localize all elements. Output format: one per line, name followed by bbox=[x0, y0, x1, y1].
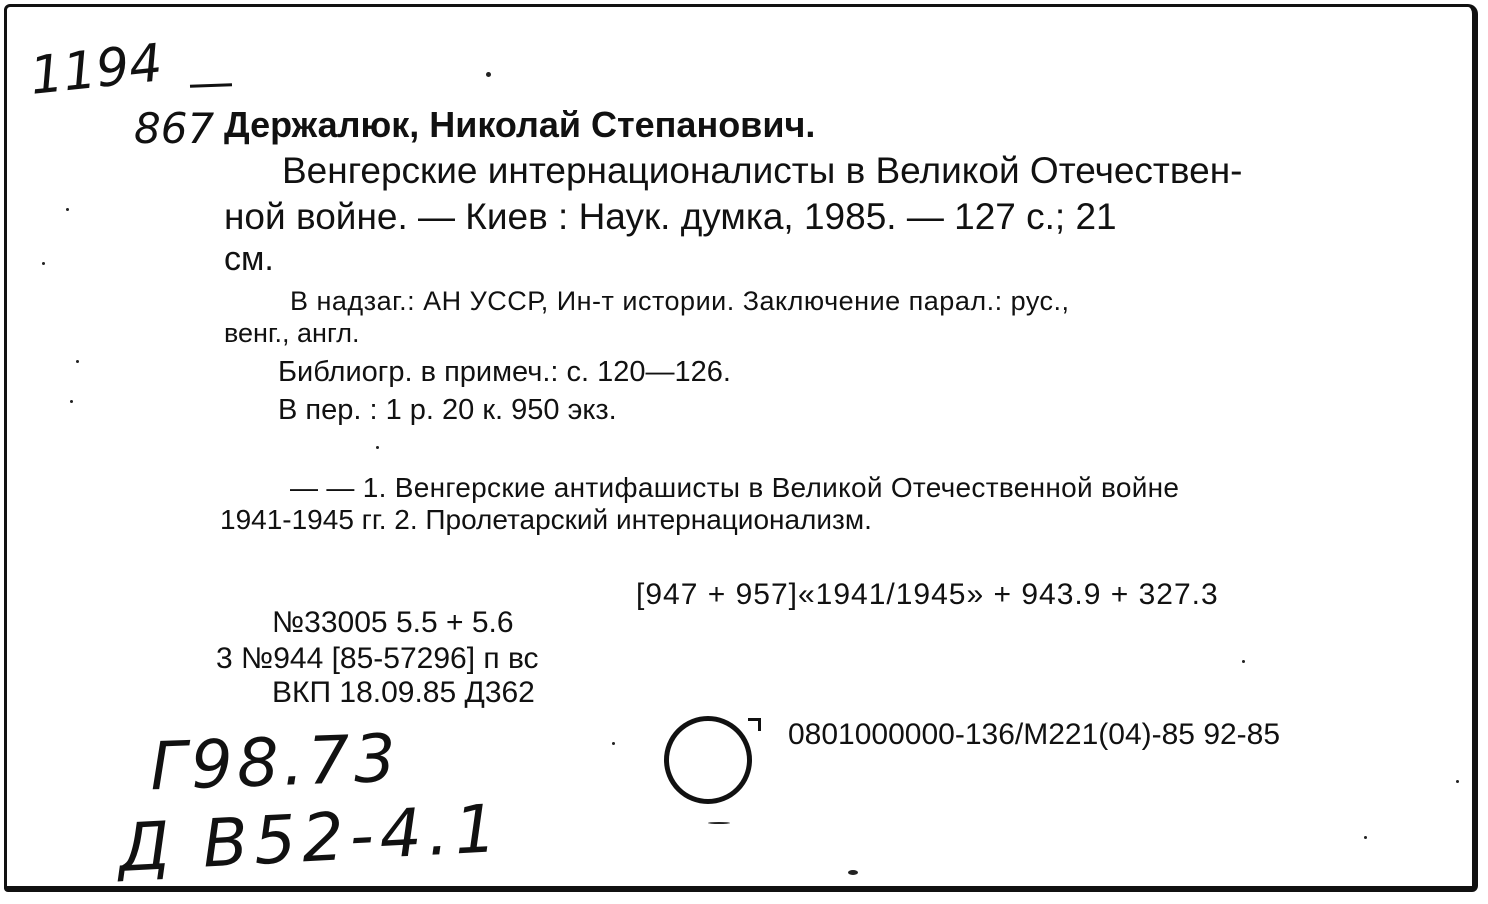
speck bbox=[1456, 780, 1459, 783]
registry-line-3: ВКП 18.09.85 Д362 bbox=[272, 676, 535, 709]
speck bbox=[376, 446, 379, 449]
registry-line-1: №33005 5.5 + 5.6 bbox=[272, 606, 514, 639]
title-line-3: см. bbox=[224, 240, 274, 278]
speck bbox=[42, 262, 45, 265]
speck bbox=[70, 400, 73, 403]
registry-line-2: 3 №944 [85-57296] п вс bbox=[216, 642, 539, 675]
notes-line-3: Библиогр. в примеч.: с. 120—126. bbox=[278, 356, 731, 388]
handwritten-call-number: Д B52-4.1 bbox=[116, 789, 505, 888]
speck bbox=[76, 360, 79, 363]
circle-stamp-icon bbox=[664, 716, 752, 804]
subjects-line-1: — — 1. Венгерские антифашисты в Великой Отечественной войне bbox=[290, 472, 1180, 503]
handwritten-shelf-top: 1194 bbox=[27, 33, 166, 107]
stamp-tick-icon bbox=[748, 718, 761, 731]
notes-line-1: В надзаг.: АН УССР, Ин-т истории. Заключение парал.: рус., bbox=[290, 286, 1070, 316]
speck bbox=[1242, 660, 1245, 663]
author-heading: Держалюк, Николай Степанович. bbox=[224, 104, 816, 145]
handwritten-class-code: Г98.73 bbox=[148, 719, 401, 806]
handwritten-shelf-number: 867 bbox=[134, 104, 215, 153]
speck bbox=[66, 208, 69, 211]
title-line-2: ной войне. — Киев : Наук. думка, 1985. — 127 с.; 21 bbox=[224, 196, 1117, 237]
subjects-line-2: 1941-1945 гг. 2. Пролетарский интернационализм. bbox=[220, 504, 872, 535]
speck bbox=[1364, 836, 1367, 839]
isbn-line: 0801000000-136/М221(04)-85 92-85 bbox=[788, 718, 1281, 751]
speck bbox=[612, 742, 615, 745]
notes-line-4: В пер. : 1 р. 20 к. 950 экз. bbox=[278, 394, 617, 426]
speck bbox=[486, 72, 491, 77]
notes-line-2: венг., англ. bbox=[224, 318, 360, 348]
speck bbox=[848, 870, 858, 875]
title-line-1: Венгерские интернационалисты в Великой Отечествен- bbox=[282, 150, 1243, 191]
speck bbox=[708, 822, 730, 824]
classification-line: [947 + 957]«1941/1945» + 943.9 + 327.3 bbox=[636, 578, 1219, 611]
